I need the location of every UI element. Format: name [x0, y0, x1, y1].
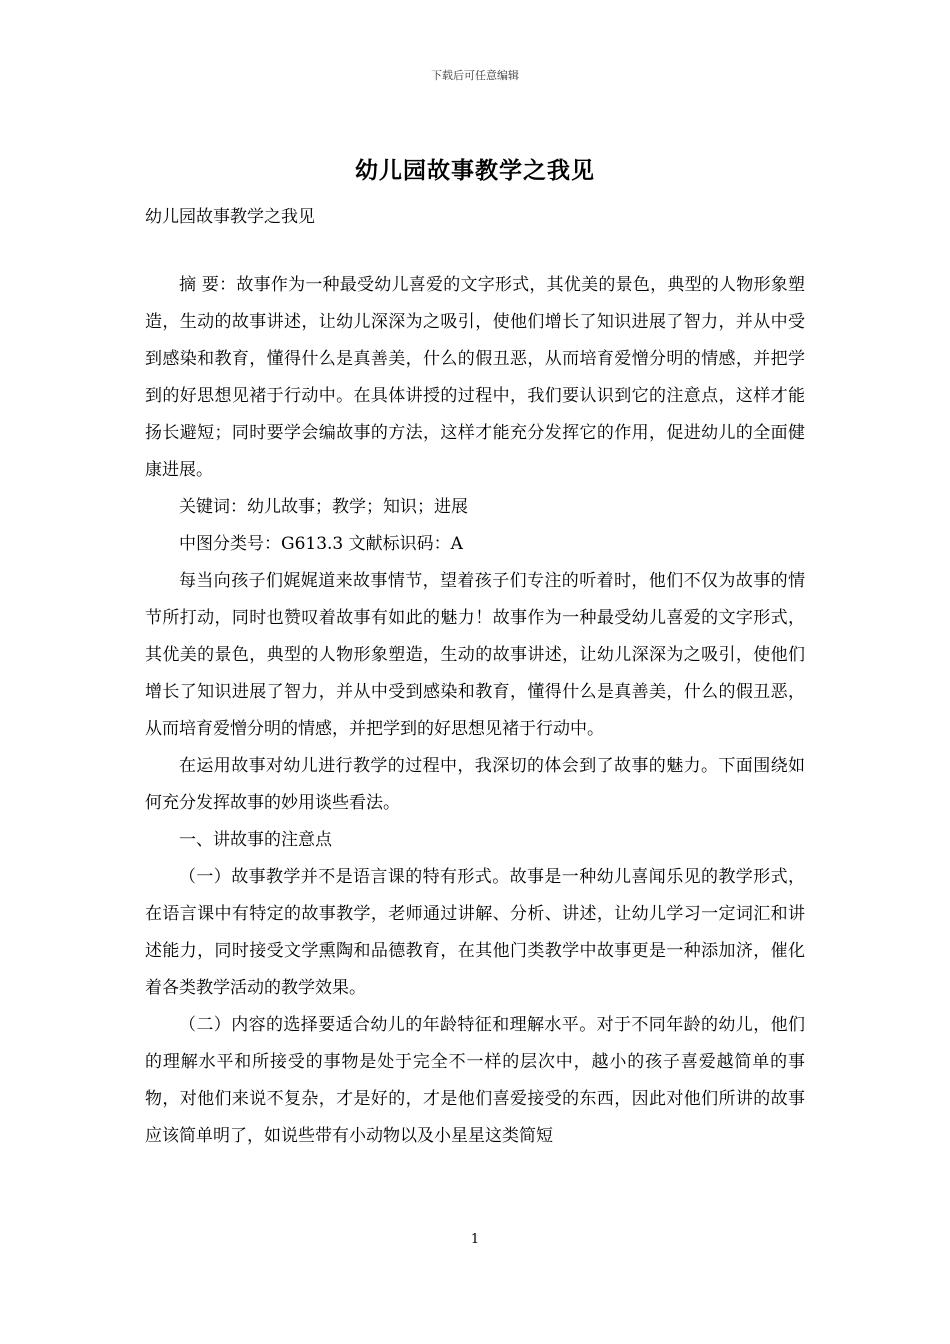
body-paragraph: （一）故事教学并不是语言课的特有形式。故事是一种幼儿喜闻乐见的教学形式，在语言课中有特定的故事教学，老师通过讲解、分析、讲述，让幼儿学习一定词汇和讲述能力，同时接受文学熏陶和品德教育，在其他门类教学中故事更是一种添加济，催化着各类教学活动的教学效果。 — [145, 867, 805, 998]
page-header: 下载后可任意编辑 — [431, 69, 519, 82]
document-subtitle: 幼儿园故事教学之我见 — [145, 207, 315, 227]
document-body — [145, 267, 805, 1155]
classification-paragraph: 中图分类号：G613.3 文献标识码：A — [179, 534, 463, 554]
body-paragraph: 每当向孩子们娓娓道来故事情节，望着孩子们专注的听着时，他们不仅为故事的情节所打动，同时也赞叹着故事有如此的魅力！故事作为一种最受幼儿喜爱的文字形式，其优美的景色，典型的人物形象塑造，生动的故事讲述，让幼儿深深为之吸引，使他们增长了知识进展了智力，并从中受到感染和教育，懂得什么是真善美，什么的假丑恶，从而培育爱憎分明的情感，并把学到的好思想见褚于行动中。 — [145, 571, 805, 739]
section-heading: 一、讲故事的注意点 — [179, 830, 332, 850]
abstract-paragraph: 摘 要：故事作为一种最受幼儿喜爱的文字形式，其优美的景色，典型的人物形象塑造，生动的故事讲述，让幼儿深深为之吸引，使他们增长了知识进展了智力，并从中受到感染和教育，懂得什么是真善美，什么的假丑恶，从而培育爱憎分明的情感，并把学到的好思想见褚于行动中。在具体讲授的过程中，我们要认识到它的注意点，这样才能扬长避短；同时要学会编故事的方法，这样才能充分发挥它的作用，促进幼儿的全面健康进展。 — [145, 275, 805, 480]
document-title: 幼儿园故事教学之我见 — [355, 157, 595, 184]
body-paragraph: （二）内容的选择要适合幼儿的年龄特征和理解水平。对于不同年龄的幼儿，他们的理解水平和所接受的事物是处于完全不一样的层次中，越小的孩子喜爱越简单的事物，对他们来说不复杂，才是好的，才是他们喜爱接受的东西，因此对他们所讲的故事应该简单明了，如说些带有小动物以及小星星这类简短 — [145, 1015, 805, 1146]
body-paragraph: 在运用故事对幼儿进行教学的过程中，我深切的体会到了故事的魅力。下面围绕如何充分发挥故事的妙用谈些看法。 — [145, 756, 805, 813]
page-number: 1 — [470, 1232, 480, 1247]
keywords-paragraph: 关键词：幼儿故事；教学；知识；进展 — [179, 497, 468, 517]
